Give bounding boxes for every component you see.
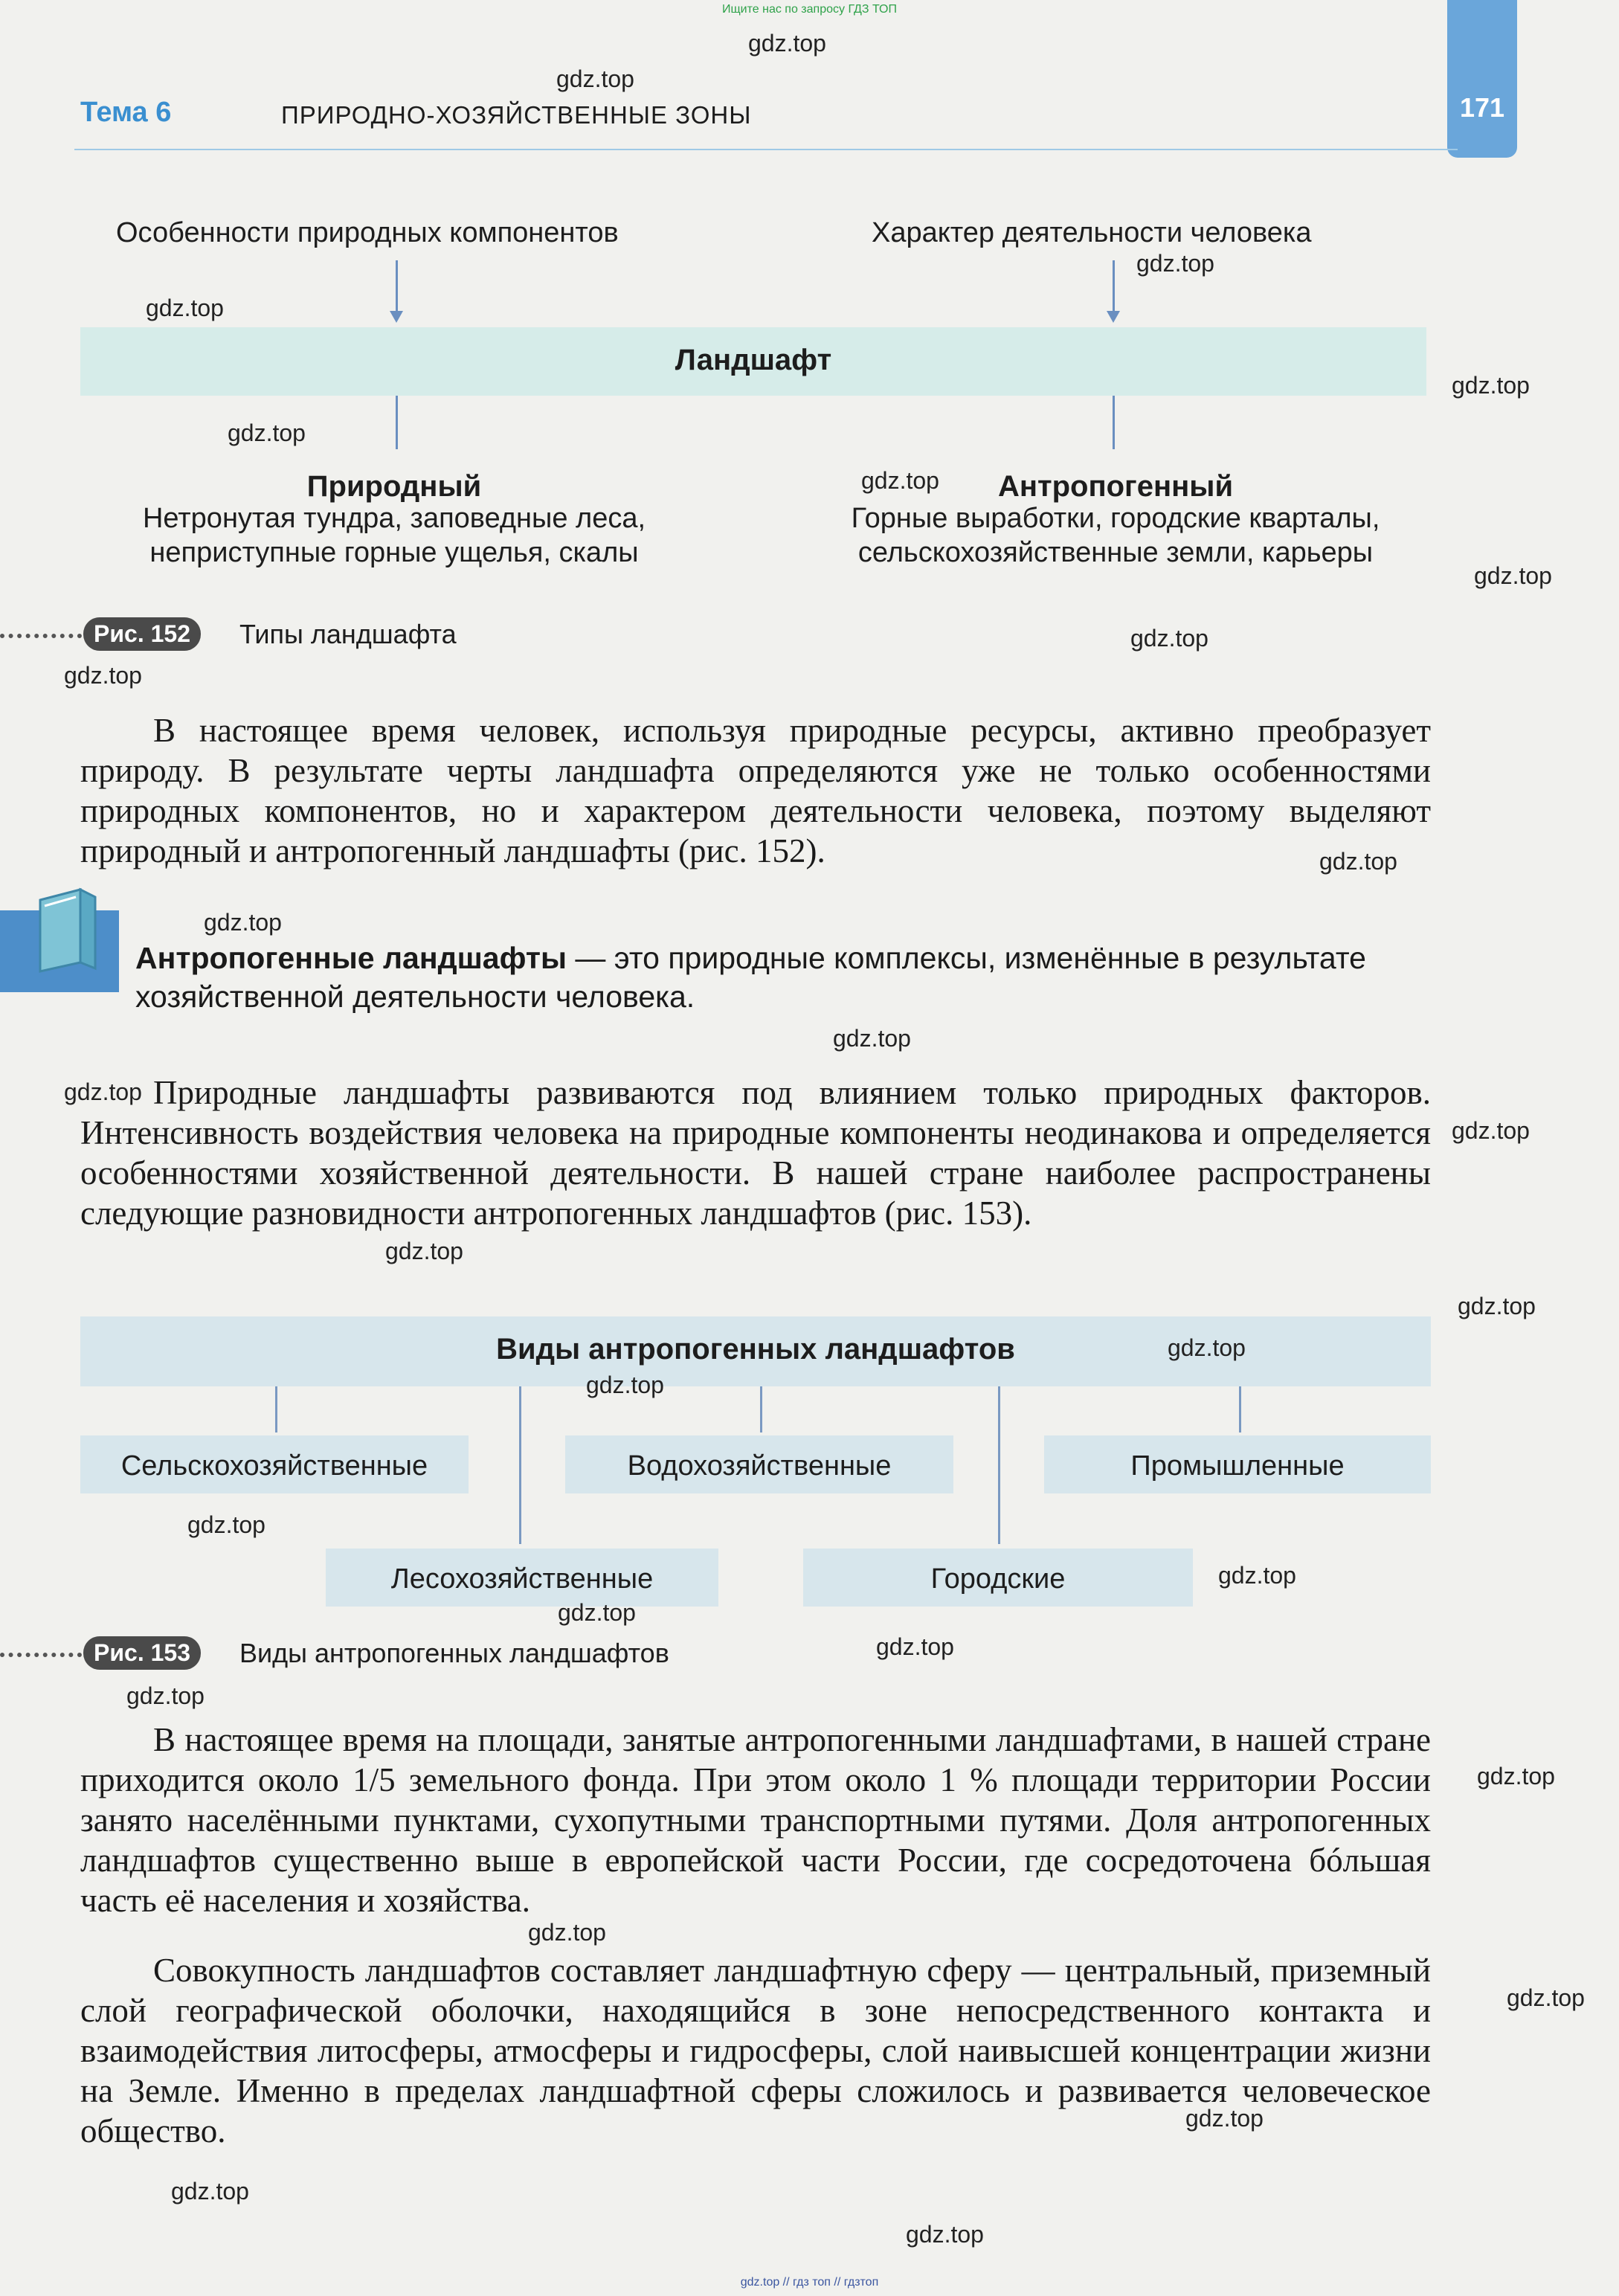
watermark: gdz.top bbox=[556, 65, 634, 92]
watermark: gdz.top bbox=[1452, 1117, 1530, 1144]
fig152-anthro-line2: сельскохозяйственные земли, карьеры bbox=[857, 537, 1374, 568]
fig153-title: Виды антропогенных ландшафтов bbox=[496, 1333, 1015, 1366]
watermark: gdz.top bbox=[861, 467, 939, 494]
paragraph-2: Природные ландшафты развиваются под влиянием только природных факторов. Интенсивность воздействия человека на природные компоненты неодинакова и определяется особенностями хозяйственной деятельности. В нашей стране наиболее распространены следующие разновидности антропогенных ландшафтов (рис. 153). bbox=[80, 1074, 1431, 1232]
fig153-caption: Виды антропогенных ландшафтов bbox=[239, 1638, 669, 1668]
fig153-line-agri bbox=[275, 1386, 277, 1432]
watermark: gdz.top bbox=[558, 1599, 636, 1626]
watermark: gdz.top bbox=[1136, 250, 1214, 277]
watermark: gdz.top bbox=[385, 1238, 463, 1264]
fig153-dots bbox=[0, 1653, 82, 1657]
watermark: gdz.top bbox=[171, 2178, 249, 2205]
definition-rest: — это природные комплексы, изменённые в результате хозяйственной деятельности человека. bbox=[135, 941, 1366, 1014]
fig152-left-top: Особенности природных компонентов bbox=[116, 217, 619, 248]
fig153-urban: Городские bbox=[930, 1563, 1066, 1595]
watermark: gdz.top bbox=[528, 1919, 606, 1946]
fig152-caption: Типы ландшафта bbox=[239, 619, 457, 649]
fig152-arrow-left bbox=[396, 260, 398, 312]
fig153-industrial: Промышленные bbox=[1130, 1450, 1345, 1482]
fig153-water: Водохозяйственные bbox=[627, 1450, 892, 1482]
fig152-landscape-label: Ландшафт bbox=[675, 344, 832, 376]
watermark: gdz.top bbox=[126, 1682, 205, 1709]
watermark: gdz.top bbox=[187, 1511, 265, 1538]
fig153-forest: Лесохозяйственные bbox=[390, 1563, 654, 1595]
watermark: gdz.top bbox=[228, 419, 306, 446]
watermark: gdz.top bbox=[876, 1633, 954, 1660]
header-rule bbox=[74, 149, 1458, 150]
watermark: gdz.top bbox=[586, 1372, 664, 1398]
fig153-badge: Рис. 153 bbox=[83, 1636, 201, 1670]
fig153-line-urban bbox=[998, 1386, 1000, 1544]
watermark: gdz.top bbox=[64, 1078, 142, 1105]
theme-title: ПРИРОДНО-ХОЗЯЙСТВЕННЫЕ ЗОНЫ bbox=[281, 101, 752, 129]
fig153-line-water bbox=[760, 1386, 762, 1432]
watermark: gdz.top bbox=[906, 2221, 984, 2248]
definition-term: Антропогенные ландшафты bbox=[135, 941, 567, 975]
watermark: gdz.top bbox=[1458, 1293, 1536, 1319]
watermark: gdz.top bbox=[1477, 1763, 1555, 1789]
page-number: 171 bbox=[1459, 92, 1505, 123]
book-icon bbox=[34, 885, 101, 974]
fig152-natural-title: Природный bbox=[306, 470, 482, 503]
fig152-anthro-title: Антропогенный bbox=[997, 470, 1234, 503]
paragraph-1: В настоящее время человек, используя природные ресурсы, активно преобразует природу. В результате черты ландшафта определяются уже не только особенностями природных компонентов, но и характером деятельности человека, поэтому выделяют природный и антропогенный ландшафты (рис. 152). bbox=[80, 712, 1431, 869]
fig152-right-top: Характер деятельности человека bbox=[872, 217, 1312, 248]
page-number-tab bbox=[1447, 0, 1517, 158]
watermark: gdz.top bbox=[1507, 1984, 1585, 2011]
watermark: gdz.top bbox=[748, 30, 826, 57]
fig152-arrowhead-right bbox=[1107, 311, 1120, 323]
fig153-line-forest bbox=[519, 1386, 521, 1544]
watermark: gdz.top bbox=[204, 909, 282, 936]
fig153-line-industrial bbox=[1239, 1386, 1241, 1432]
footer-watermark: gdz.top // гдз топ // гдзтоп bbox=[740, 2276, 879, 2289]
fig152-arrow-right bbox=[1113, 260, 1115, 312]
fig152-line-right bbox=[1113, 396, 1115, 449]
fig152-dots bbox=[0, 634, 82, 638]
watermark: gdz.top bbox=[1168, 1334, 1246, 1361]
watermark: gdz.top bbox=[1218, 1562, 1296, 1589]
fig152-natural-line1: Нетронутая тундра, заповедные леса, bbox=[142, 503, 646, 534]
fig153-agri: Сельскохозяйственные bbox=[120, 1450, 428, 1482]
fig152-natural-line2: неприступные горные ущелья, скалы bbox=[149, 537, 639, 568]
fig152-anthro-line1: Горные выработки, городские кварталы, bbox=[851, 503, 1380, 534]
watermark: gdz.top bbox=[64, 662, 142, 689]
fig152-badge: Рис. 152 bbox=[83, 617, 201, 651]
fig152-arrowhead-left bbox=[390, 311, 403, 323]
watermark: gdz.top bbox=[1319, 848, 1397, 875]
fig152-line-left bbox=[396, 396, 398, 449]
definition-text bbox=[135, 939, 1429, 1016]
watermark: gdz.top bbox=[1474, 562, 1552, 589]
paragraph-4: Совокупность ландшафтов составляет ландшафтную сферу — центральный, приземный слой географической оболочки, находящийся в зоне непосредственного контакта и взаимодействия литосферы, атмосферы и гидросферы, слой наивысшей концентрации жизни на Земле. Именно в пределах ландшафтной сферы сложилось и развивается человеческое общество. bbox=[80, 1952, 1431, 2149]
paragraph-3: В настоящее время на площади, занятые антропогенными ландшафтами, в нашей стране приходится около 1/5 земельного фонда. При этом около 1 % площади территории России занято населёнными пунктами, сухопутными транспортными путями. Доля антропогенных ландшафтов существенно выше в европейской части России, где сосредоточена бóльшая часть её населения и хозяйства. bbox=[80, 1721, 1431, 1919]
watermark: gdz.top bbox=[1452, 372, 1530, 399]
watermark: gdz.top bbox=[833, 1025, 911, 1052]
search-hint: Ищите нас по запросу ГДЗ ТОП bbox=[722, 3, 897, 16]
theme-label: Тема 6 bbox=[80, 97, 172, 128]
watermark: gdz.top bbox=[1185, 2105, 1264, 2132]
watermark: gdz.top bbox=[1130, 625, 1208, 652]
watermark: gdz.top bbox=[146, 295, 224, 321]
